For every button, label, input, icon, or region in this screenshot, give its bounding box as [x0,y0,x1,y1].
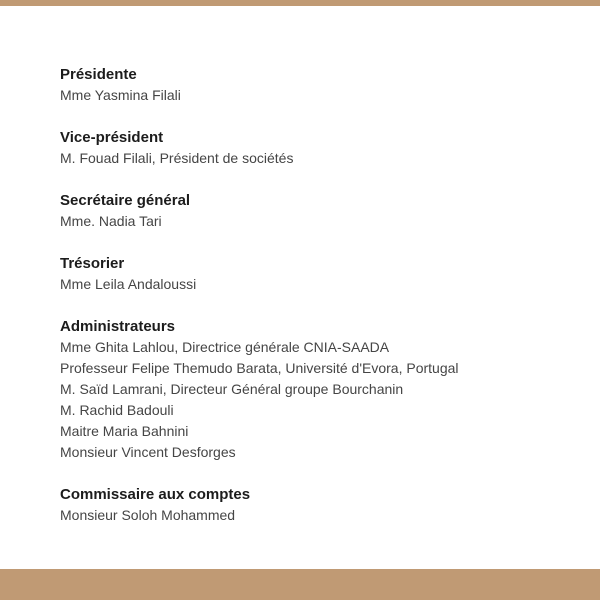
section-title: Administrateurs [60,318,176,335]
member-entry: Maitre Maria Bahnini [60,423,189,439]
member-entry: M. Saïd Lamrani, Directeur Général groupe Bourchanin [60,381,404,397]
section-title: Commissaire aux comptes [60,486,251,503]
section-presidente [60,64,580,106]
member-entry: Mme Leila Andaloussi [60,276,197,292]
member-entry: Monsieur Soloh Mohammed [60,507,236,523]
member-entry: Mme Ghita Lahlou, Directrice générale CNIA-SAADA [60,339,390,355]
section-administrateurs [60,316,580,463]
member-entry: Monsieur Vincent Desforges [60,444,236,460]
bottom-accent-bar [0,569,600,600]
section-title: Secrétaire général [60,192,191,209]
section-commissaire-aux-comptes [60,484,580,526]
board-members-list [60,64,580,547]
section-title: Présidente [60,66,137,83]
section-vice-president [60,127,580,169]
member-entry: M. Fouad Filali, Président de sociétés [60,150,294,166]
section-title: Trésorier [60,255,125,272]
section-title: Vice-président [60,129,164,146]
section-tresorier [60,253,580,295]
top-accent-bar [0,0,600,6]
member-entry: Professeur Felipe Themudo Barata, Université d'Evora, Portugal [60,360,459,376]
section-secretaire-general [60,190,580,232]
member-entry: Mme Yasmina Filali [60,87,181,103]
member-entry: M. Rachid Badouli [60,402,174,418]
member-entry: Mme. Nadia Tari [60,213,162,229]
